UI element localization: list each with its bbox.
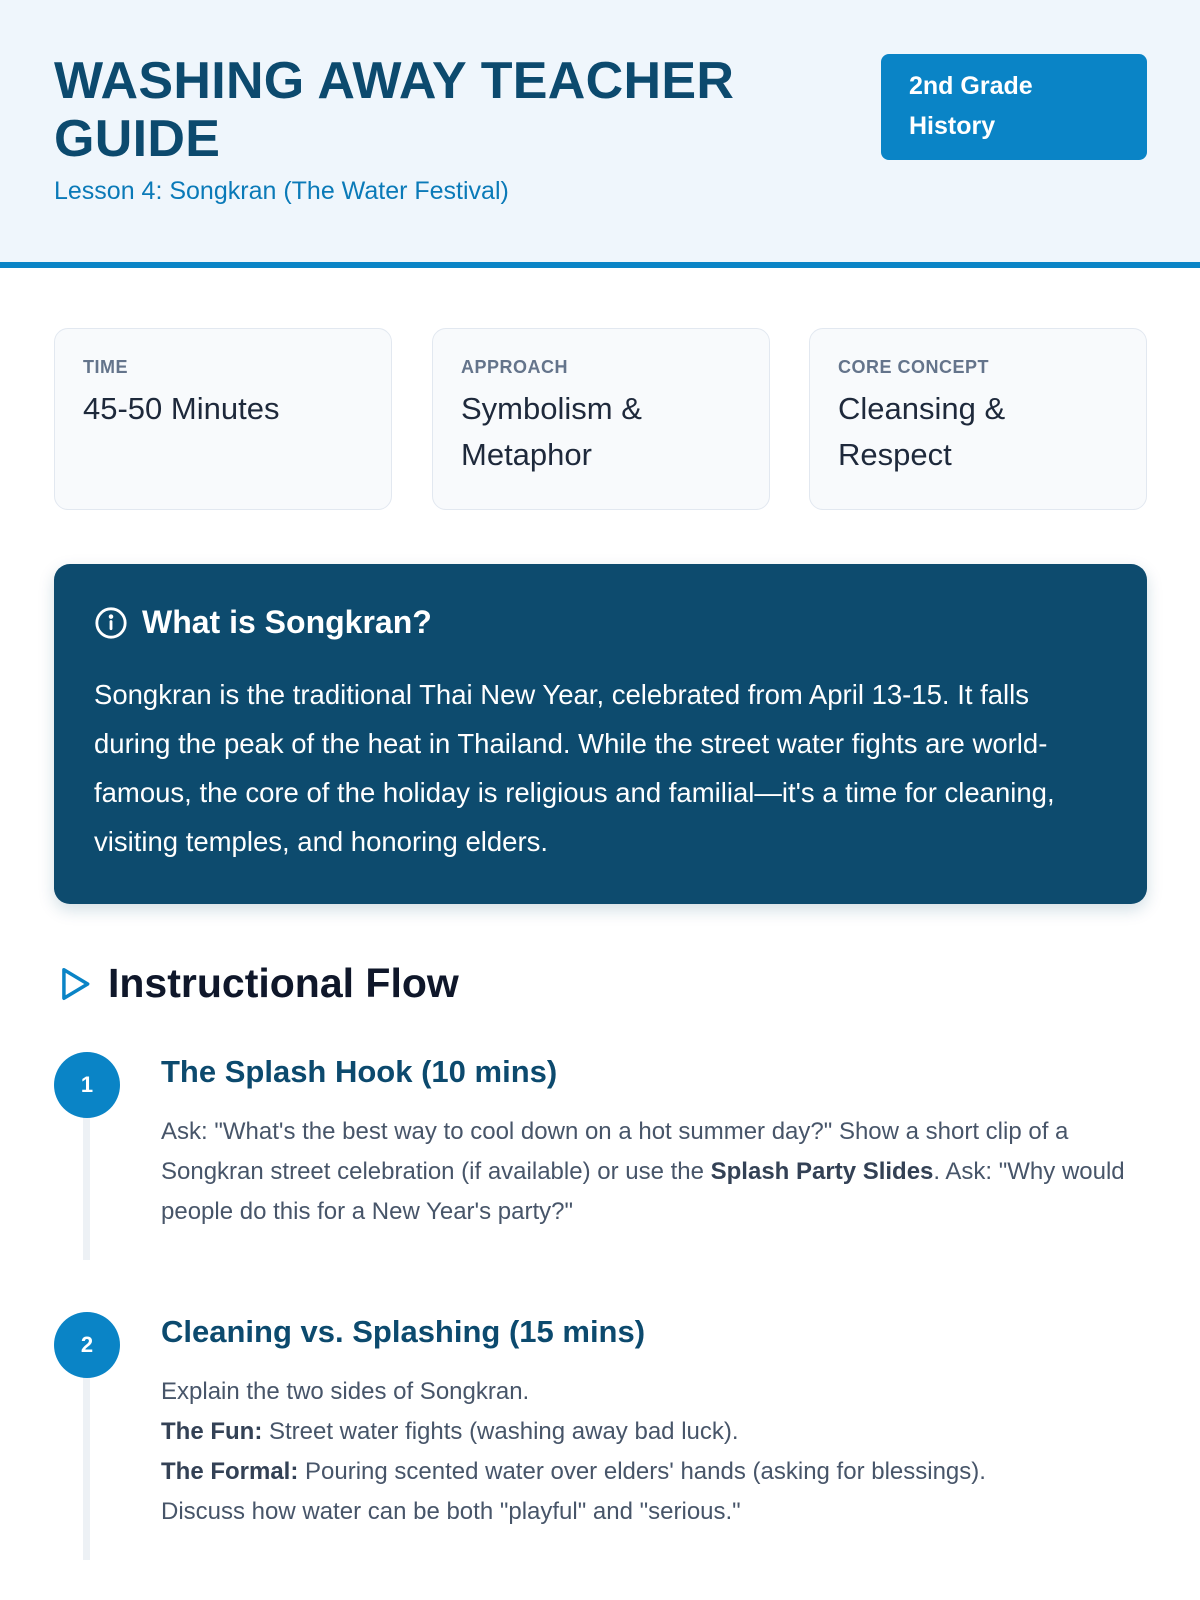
card-value: Cleansing & Respect	[838, 391, 1006, 472]
step-number-badge: 2	[54, 1312, 120, 1378]
songkran-info-panel	[54, 564, 1147, 904]
card-label: APPROACH	[461, 357, 569, 377]
step-text-emphasis: Splash Party Slides	[710, 1158, 934, 1185]
card-value: Symbolism & Metaphor	[461, 391, 642, 472]
info-panel-title: What is Songkran?	[142, 604, 432, 640]
play-icon	[56, 964, 94, 1004]
instructional-flow-header	[56, 960, 459, 1007]
step-outro: Discuss how water can be both "playful" and "serious."	[161, 1498, 741, 1525]
page-title: WASHING AWAY TEACHER GUIDE	[54, 52, 735, 168]
info-panel-body: Songkran is the traditional Thai New Year, celebrated from April 13-15. It falls during the peak of the heat in Thailand. While the street water fights are world-famous, the core of the holiday is religious and familial—it's a time for cleaning, visiting temples, and honoring elders.	[94, 679, 1055, 857]
step-number-badge: 1	[54, 1052, 120, 1118]
step-title: Cleaning vs. Splashing (15 mins)	[161, 1314, 646, 1349]
info-panel-header	[94, 604, 432, 641]
card-label: TIME	[83, 357, 128, 377]
info-card-time	[54, 328, 392, 510]
step-intro: Explain the two sides of Songkran.	[161, 1378, 530, 1405]
card-value: 45-50 Minutes	[83, 391, 280, 426]
step-point-fun	[161, 1412, 1146, 1452]
step-point-text: Street water fights (washing away bad luck).	[262, 1418, 739, 1445]
step-title: The Splash Hook (10 mins)	[161, 1054, 558, 1089]
step-text: Ask: "What's the best way to cool down on a hot summer day?" Show a short clip of a Songkran street celebration (if available) or use the	[161, 1118, 1069, 1185]
section-title: Instructional Flow	[108, 960, 459, 1006]
info-card-core-concept	[809, 328, 1147, 510]
step-point-text: Pouring scented water over elders' hands (asking for blessings).	[298, 1458, 986, 1485]
card-label: CORE CONCEPT	[838, 357, 990, 377]
step-point-label: The Fun:	[161, 1418, 263, 1445]
step-point-label: The Formal:	[161, 1458, 299, 1485]
lesson-subtitle: Lesson 4: Songkran (The Water Festival)	[54, 177, 509, 205]
info-icon	[94, 606, 128, 640]
step-text: . Ask: "Why would people do this for a New Year's party?"	[161, 1158, 1125, 1225]
page-header	[0, 0, 1200, 268]
step-description	[161, 1372, 1146, 1532]
step-description	[161, 1112, 1146, 1232]
grade-badge: 2nd Grade History	[881, 54, 1147, 160]
step-point-formal	[161, 1452, 1146, 1492]
info-card-approach	[432, 328, 770, 510]
